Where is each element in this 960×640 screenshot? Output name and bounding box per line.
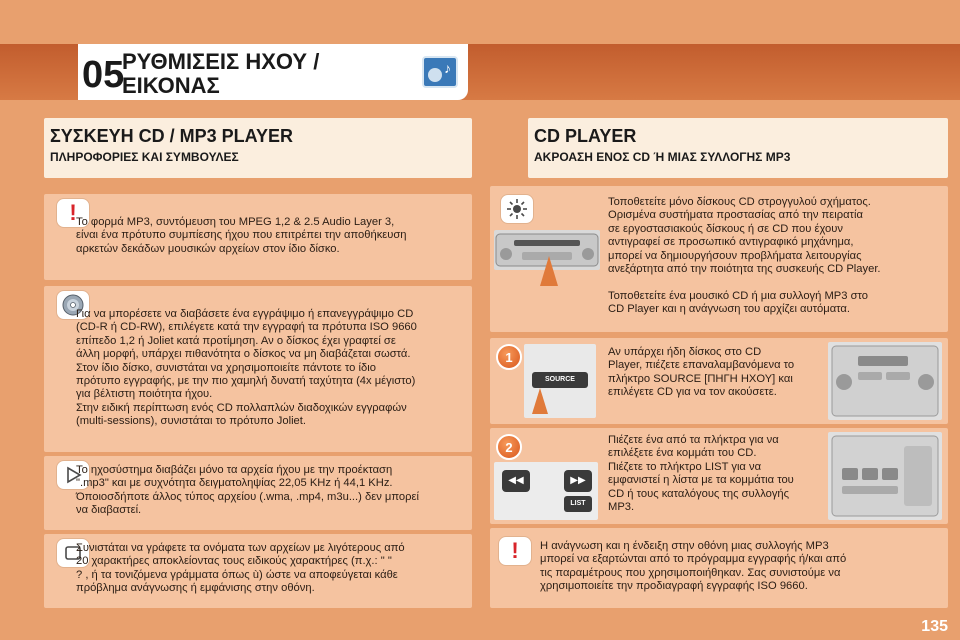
info-box-mp3-reading [490,528,948,608]
step-box-1 [490,338,948,424]
text-line: πρότυπο εγγραφής, με την πιο χαμηλή δυνατή ταχύτητα (4x μέγιστο) [76,375,416,388]
text-line: Όποιοσδήποτε άλλος τύπος αρχείου (.wma, .mp4, m3u...) δεν μπορεί [76,490,419,503]
step-box-2 [490,428,948,524]
text-line: ? , ή τα τονιζόμενα γράμματα όπως ù) ώστε να αποφεύγεται κάθε [76,568,398,581]
text-line: χρησιμοποιείτε την προδιαγραφή εγγραφής ISO 9660. [540,580,808,593]
text-line: είναι ένα πρότυπο συμπίεσης ήχου που επιτρέπει την αποθήκευση [76,229,407,242]
source-button-image [524,344,596,418]
text-line: Στην ειδική περίπτωση ενός CD πολλαπλών διαδοχικών εγγραφών [76,401,407,414]
previous-track-button: ◀◀ [502,470,530,492]
step-number-1: 1 [496,344,522,370]
page-number: 135 [921,618,948,635]
info-text [76,308,468,429]
text-line: MP3. [608,501,635,514]
page-title-line2: ΕΙΚΟΝΑΣ [122,73,220,98]
text-line: Αν υπάρχει ήδη δίσκος στο CD [608,346,762,358]
arrow-up-icon [540,256,558,286]
info-box-file-names [44,534,472,608]
section-header-left [44,118,472,178]
text-line: (multi-sessions), συνιστάται το πρότυπο Joliet. [76,415,306,428]
next-track-button: ▶▶ [564,470,592,492]
section-subtitle-right: ΑΚΡΟΑΣΗ ΕΝΟΣ CD Ή ΜΙΑΣ ΣΥΛΛΟΓΗΣ MP3 [534,150,791,164]
text-line: ανεξάρτητα από την ποιότητα της συσκευής CD Player. [608,263,881,276]
text-line: επιλέξετε ένα κομμάτι του CD. [608,447,757,460]
text-line: για βέλτιστη ποιότητα ήχου. [76,388,213,401]
text-line: εμφανιστεί η λίστα με τα κομμάτια του [608,474,794,487]
text-line: πλήκτρο SOURCE [ΠΗΓΗ ΗΧΟΥ] και [608,372,793,385]
section-header-right [528,118,948,178]
page-title-line1: ΡΥΘΜΙΣΕΙΣ ΗΧΟΥ / [122,49,320,74]
info-box-cd-recording [44,286,472,452]
text-line: επιλέγετε CD για να τον ακούσετε. [608,386,777,399]
info-text [76,464,468,518]
page-title [122,50,422,98]
source-button: SOURCE [532,372,588,388]
text-line: επίπεδο 1,2 ή Joliet κατά προτίμηση. Αν ο δίσκος έχει γραφτεί σε [76,334,396,347]
section-title-right: CD PLAYER [534,126,637,146]
exclamation-icon: ! [56,198,90,228]
exclamation-icon: ! [498,536,532,566]
section-subtitle-left: ΠΛΗΡΟΦΟΡΙΕΣ ΚΑΙ ΣΥΜΒΟΥΛΕΣ [50,150,239,164]
radio-panel-image [828,342,942,420]
text-line: Στον ίδιο δίσκο, συνιστάται να χρησιμοποιείτε πάντοτε το ίδιο [76,361,376,374]
text-line: CD Player και η ανάγνωση του αρχίζει αυτόματα. [608,303,851,316]
text-line: μπορεί να δημιουργήσουν προβλήματα λειτουργίας [608,249,862,262]
text-line: Τοποθετείτε μόνο δίσκους CD στρογγυλού σχήματος. [608,196,871,208]
text-line: Για να μπορέσετε να διαβάσετε ένα εγγράψιμο ή επανεγγράψιμο CD [76,308,414,320]
text-line: CD ή τους καταλόγους της συλλογής [608,487,790,500]
info-text [608,434,826,514]
step-number-2: 2 [496,434,522,460]
text-line: Ορισμένα συστήματα προστασίας από την πειρατία [608,209,863,222]
text-line: Player, πιέζετε επαναλαμβανόμενα το [608,359,795,372]
text-line: 20 χαρακτήρες αποκλείοντας τους ειδικούς χαρακτήρες (π.χ.: " " [76,555,392,568]
sun-svg [506,198,528,220]
radio-panel-svg [828,432,942,520]
info-box-file-types [44,456,472,530]
text-line: Το ηχοσύστημα διαβάζει μόνο τα αρχεία ήχου με την προέκταση [76,464,393,476]
text-line: Πιέζετε το πλήκτρο LIST για να [608,460,762,473]
text-line: πρόβλημα ανάγνωσης ή εμφάνισης στην οθόνη. [76,582,315,595]
text-line: ".mp3" και με συχνότητα δειγματοληψίας 22,05 KHz ή 44,1 KHz. [76,477,393,490]
text-line: αντιγραφεί σε προσωπικό αντιγραφικό μηχάνημα, [608,236,854,249]
radio-panel-svg [828,342,942,420]
music-note-icon: ♪ [444,60,451,76]
list-button: LIST [564,496,592,512]
text-line: άλλη μορφή, υπάρχει πιθανότητα ο δίσκος να μη διαβάζεται σωστά. [76,348,411,361]
chapter-number: 05 [82,54,125,96]
text-line: τις παραμέτρους που χρησιμοποιήθηκαν. Σας συνιστούμε να [540,566,841,579]
text-line: Συνιστάται να γράφετε τα ονόματα των αρχείων με λιγότερους από [76,542,405,554]
text-line: Η ανάγνωση και η ένδειξη στην οθόνη μιας συλλογής MP3 [540,540,829,552]
info-text [76,216,466,256]
text-line: Πιέζετε ένα από τα πλήκτρα για να [608,434,779,446]
info-text [608,196,946,317]
disc-shape [428,68,442,82]
info-text [540,540,944,594]
info-box-mp3-format [44,194,472,280]
text-line: Τοποθετείτε ένα μουσικό CD ή μια συλλογή MP3 στο [608,289,868,302]
text-line: Το φορμά MP3, συντόμευση του MPEG 1,2 & 2.5 Audio Layer 3, [76,216,395,228]
info-text [76,542,468,596]
text-line: αρκετών δεκάδων μουσικών αρχείων στον ίδιο δίσκο. [76,242,340,255]
radio-panel-image [828,432,942,520]
track-buttons-image [494,462,598,520]
section-title-left: ΣΥΣΚΕΥΗ CD / MP3 PLAYER [50,126,293,146]
info-text [608,346,826,400]
text-line: να διαβαστεί. [76,504,142,517]
info-box-disc-advice [490,186,948,332]
text-line: σε εργοστασιακούς δίσκους ή σε CD που έχουν [608,222,843,235]
arrow-up-icon [532,388,548,414]
text-line: μπορεί να εξαρτώνται από το πρόγραμμα εγγραφής ή/και από [540,553,847,566]
sun-icon [500,194,534,224]
text-line: (CD-R ή CD-RW), επιλέγετε κατά την εγγραφή τα πρότυπα ISO 9660 [76,321,417,334]
cd-music-icon [422,56,458,88]
